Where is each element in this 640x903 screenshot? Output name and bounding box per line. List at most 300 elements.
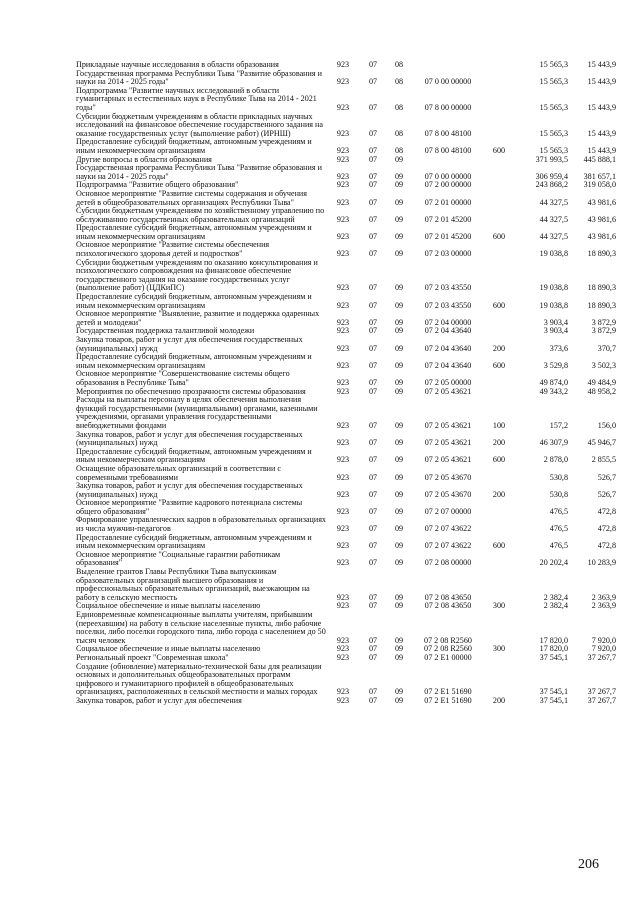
cell-grbs: 923 <box>336 644 350 654</box>
table-row <box>76 516 616 533</box>
cell-section: 07 <box>368 128 378 138</box>
cell-grbs: 923 <box>336 541 350 551</box>
cell-expense-type <box>486 310 512 327</box>
cell-grbs: 923 <box>336 489 350 499</box>
cell-amount-year1: 17 820,0 <box>539 644 568 654</box>
cell-amount-year2: 2 855,5 <box>591 455 616 465</box>
cell-amount-year2: 18 890,3 <box>587 249 616 259</box>
cell-expense-type <box>486 516 512 533</box>
cell-amount-year2: 15 443,9 <box>587 145 616 155</box>
cell-expense-type <box>486 388 512 397</box>
table-row <box>76 87 616 113</box>
cell-subsection: 08 <box>394 77 404 87</box>
cell-section: 07 <box>368 420 378 430</box>
cell-name: Основное мероприятие "Выявление, развитие и поддержка одаренных детей и молодежи" <box>76 309 320 327</box>
cell-amount-year2: 445 888,1 <box>583 154 616 164</box>
cell-amount-year2: 2 363,9 <box>591 592 616 602</box>
cell-target-article: 07 2 05 43621 <box>424 455 472 465</box>
cell-grbs: 923 <box>336 214 350 224</box>
cell-expense-type: 300 <box>492 601 506 611</box>
cell-name: Мероприятия по обеспечению прозрачности системы образования <box>76 386 306 396</box>
cell-grbs: 923 <box>336 635 350 645</box>
cell-amount-year2: 18 890,3 <box>587 300 616 310</box>
cell-subsection: 08 <box>394 145 404 155</box>
cell-name: Основное мероприятие "Совершенствование системы общего образования в Республике Тыва" <box>76 369 290 387</box>
cell-name: Закупка товаров, работ и услуг для обеспечения государственных (муниципальных) нужд <box>76 481 303 499</box>
cell-name: Государственная программа Республики Тыва "Развитие образования и науки на 2014 - 2025 годы" <box>76 163 322 181</box>
cell-amount-year2: 370,7 <box>597 343 616 353</box>
cell-amount-year1: 20 202,4 <box>539 558 568 568</box>
cell-section: 07 <box>368 489 378 499</box>
table-row <box>76 293 616 310</box>
cell-subsection: 09 <box>394 695 404 705</box>
table-row <box>76 336 616 353</box>
cell-section: 07 <box>368 197 378 207</box>
cell-amount-year1: 46 307,9 <box>539 438 568 448</box>
table-row <box>76 190 616 207</box>
cell-amount-year1: 19 038,8 <box>539 283 568 293</box>
cell-subsection: 09 <box>394 472 404 482</box>
cell-grbs: 923 <box>336 326 350 336</box>
cell-grbs: 923 <box>336 438 350 448</box>
table-row <box>76 259 616 293</box>
cell-subsection: 09 <box>394 635 404 645</box>
cell-expense-type <box>486 551 512 568</box>
cell-section: 07 <box>368 77 378 87</box>
cell-amount-year1: 15 565,3 <box>539 102 568 112</box>
cell-grbs: 923 <box>336 249 350 259</box>
cell-section: 07 <box>368 377 378 387</box>
cell-section: 07 <box>368 386 378 396</box>
cell-expense-type <box>486 611 512 645</box>
cell-grbs: 923 <box>336 601 350 611</box>
cell-amount-year2: 15 443,9 <box>587 102 616 112</box>
cell-name: Предоставление субсидий бюджетным, автономным учреждениям и иным некоммерческим организациям <box>76 446 312 465</box>
cell-section: 07 <box>368 231 378 241</box>
cell-grbs: 923 <box>336 171 350 181</box>
cell-target-article: 07 2 08 R2560 <box>424 635 472 645</box>
cell-section: 07 <box>368 326 378 336</box>
cell-expense-type: 600 <box>492 360 506 370</box>
cell-expense-type <box>486 113 512 139</box>
cell-amount-year1: 3 903,4 <box>543 326 568 336</box>
cell-expense-type: 300 <box>492 644 506 654</box>
cell-name: Субсидии бюджетным учреждениям по оказанию консультирования и психологического сопровождения на финансовое обеспечение государственного задания на оказание государственных услуг (выполнение работ) (ЦДКиПС) <box>76 257 318 293</box>
cell-name: Предоставление субсидий бюджетным, автономным учреждениям и иным некоммерческим организациям <box>76 137 312 155</box>
cell-target-article <box>410 61 486 70</box>
cell-expense-type <box>486 190 512 207</box>
cell-subsection: 09 <box>394 506 404 516</box>
table-row <box>76 431 616 448</box>
cell-section: 07 <box>368 687 378 697</box>
cell-name: Предоставление субсидий бюджетным, автономным учреждениям и иным некоммерческим организациям <box>76 532 312 551</box>
table-row <box>76 482 616 499</box>
cell-expense-type <box>486 87 512 113</box>
cell-amount-year2: 49 484,9 <box>587 377 616 387</box>
cell-amount-year2: 526,7 <box>597 472 616 482</box>
cell-section: 07 <box>368 644 378 654</box>
cell-subsection: 09 <box>394 214 404 224</box>
cell-amount-year2: 15 443,9 <box>587 60 616 69</box>
cell-expense-type <box>486 327 512 336</box>
cell-target-article: 07 2 01 45200 <box>424 231 472 241</box>
cell-section: 07 <box>368 635 378 645</box>
cell-expense-type <box>486 663 512 697</box>
cell-target-article <box>410 156 486 165</box>
cell-name: Основное мероприятие "Развитие кадрового потенциала системы общего образования" <box>76 498 303 516</box>
cell-name: Предоставление субсидий бюджетным, автономным учреждениям и иным некоммерческим организациям <box>76 223 312 241</box>
cell-amount-year2: 3 502,3 <box>591 360 616 370</box>
cell-subsection: 09 <box>394 438 404 448</box>
cell-target-article: 07 2 05 43621 <box>424 386 472 396</box>
cell-amount-year1: 37 545,1 <box>539 687 568 697</box>
cell-amount-year1: 49 343,2 <box>539 386 568 396</box>
cell-grbs: 923 <box>336 128 350 138</box>
cell-amount-year1: 243 868,2 <box>535 180 568 190</box>
cell-section: 07 <box>368 60 378 69</box>
cell-amount-year2: 526,7 <box>597 489 616 499</box>
cell-section: 07 <box>368 283 378 293</box>
table-row <box>76 310 616 327</box>
cell-name: Закупка товаров, работ и услуг для обеспечения государственных (муниципальных) нужд <box>76 335 303 353</box>
cell-amount-year1: 2 382,4 <box>543 601 568 611</box>
cell-amount-year2: 3 872,9 <box>591 326 616 336</box>
cell-grbs: 923 <box>336 360 350 370</box>
cell-name: Создание (обновление) материально-технической базы для реализации основных и дополнительных общеобразовательных программ цифрового и гуманитарного профилей в общеобразовательных организациях, расположенных в сельской местности и малых городах <box>76 661 322 697</box>
cell-grbs: 923 <box>336 197 350 207</box>
cell-name: Субсидии бюджетным учреждениям в области прикладных научных исследований на финансовое обеспечение государственного задания на оказание государственных услуг (выполнение работ) (ИРНШ) <box>76 111 323 138</box>
cell-name: Оснащение образовательных организаций в соответствии с современными требованиями <box>76 463 281 482</box>
cell-amount-year2: 18 890,3 <box>587 283 616 293</box>
cell-target-article: 07 2 05 43621 <box>424 438 472 448</box>
cell-grbs: 923 <box>336 283 350 293</box>
cell-amount-year1: 476,5 <box>549 524 568 534</box>
cell-name: Основное мероприятие "Социальные гарантии работникам образования" <box>76 549 281 568</box>
cell-target-article: 07 8 00 48100 <box>424 128 472 138</box>
cell-expense-type <box>486 241 512 258</box>
cell-target-article: 07 2 08 43650 <box>424 592 472 602</box>
cell-subsection: 09 <box>394 455 404 465</box>
cell-target-article: 07 2 01 45200 <box>424 214 472 224</box>
cell-subsection: 09 <box>394 652 404 662</box>
cell-name: Основное мероприятие "Развитие системы содержания и обучения детей в общеобразовательных организациях Республики Тыва" <box>76 188 307 207</box>
table-row <box>76 499 616 516</box>
cell-subsection: 09 <box>394 360 404 370</box>
cell-section: 07 <box>368 438 378 448</box>
cell-subsection: 09 <box>394 231 404 241</box>
cell-grbs: 923 <box>336 317 350 327</box>
cell-name: Предоставление субсидий бюджетным, автономным учреждениям и иным некоммерческим организациям <box>76 292 312 310</box>
cell-section: 07 <box>368 214 378 224</box>
cell-grbs: 923 <box>336 420 350 430</box>
cell-expense-type: 200 <box>492 438 506 448</box>
cell-subsection: 09 <box>394 601 404 611</box>
cell-subsection: 08 <box>394 60 404 69</box>
page-number: 206 <box>578 857 599 872</box>
cell-amount-year2: 37 267,7 <box>587 687 616 697</box>
cell-expense-type <box>486 499 512 516</box>
cell-grbs: 923 <box>336 343 350 353</box>
cell-amount-year2: 43 981,6 <box>587 197 616 207</box>
cell-subsection: 09 <box>394 489 404 499</box>
cell-name: Закупка товаров, работ и услуг для обеспечения государственных (муниципальных) нужд <box>76 429 303 448</box>
cell-grbs: 923 <box>336 558 350 568</box>
cell-amount-year1: 306 959,4 <box>535 171 568 181</box>
cell-section: 07 <box>368 317 378 327</box>
cell-section: 07 <box>368 145 378 155</box>
table-row <box>76 353 616 370</box>
table-row <box>76 611 616 645</box>
cell-amount-year1: 476,5 <box>549 541 568 551</box>
cell-amount-year2: 472,8 <box>597 506 616 516</box>
table-row <box>76 113 616 139</box>
cell-subsection: 09 <box>394 558 404 568</box>
cell-amount-year2: 43 981,6 <box>587 214 616 224</box>
cell-amount-year1: 15 565,3 <box>539 145 568 155</box>
cell-expense-type <box>486 207 512 224</box>
cell-grbs: 923 <box>336 687 350 697</box>
cell-section: 07 <box>368 601 378 611</box>
cell-grbs: 923 <box>336 60 350 69</box>
cell-subsection: 09 <box>394 524 404 534</box>
table-row <box>76 448 616 465</box>
table-row <box>76 534 616 551</box>
table-row <box>76 697 616 706</box>
cell-target-article: 07 8 00 00000 <box>424 102 472 112</box>
cell-amount-year1: 37 545,1 <box>539 695 568 705</box>
cell-section: 07 <box>368 343 378 353</box>
cell-expense-type: 600 <box>492 145 506 155</box>
cell-target-article: 07 2 04 00000 <box>424 317 472 327</box>
cell-target-article: 07 2 05 43670 <box>424 472 472 482</box>
cell-subsection: 08 <box>394 128 404 138</box>
table-row <box>76 207 616 224</box>
cell-name: Социальное обеспечение и иные выплаты населению <box>76 644 261 654</box>
cell-name: Прикладные научные исследования в области образования <box>76 60 279 69</box>
cell-name: Основное мероприятие "Развитие системы обеспечения психологического здоровья детей и подростков" <box>76 240 270 259</box>
cell-grbs: 923 <box>336 695 350 705</box>
cell-expense-type: 600 <box>492 455 506 465</box>
cell-section: 07 <box>368 652 378 662</box>
cell-amount-year2: 45 946,7 <box>587 438 616 448</box>
cell-section: 07 <box>368 102 378 112</box>
table-row <box>76 241 616 258</box>
cell-target-article: 07 2 04 43640 <box>424 326 472 336</box>
cell-amount-year1: 3 903,4 <box>543 317 568 327</box>
cell-amount-year2: 3 872,9 <box>591 317 616 327</box>
cell-name: Государственная поддержка талантливой молодежи <box>76 326 255 336</box>
cell-grbs: 923 <box>336 300 350 310</box>
cell-amount-year1: 530,8 <box>549 472 568 482</box>
cell-amount-year1: 2 878,0 <box>543 455 568 465</box>
cell-amount-year1: 17 820,0 <box>539 635 568 645</box>
cell-expense-type <box>486 61 512 70</box>
cell-subsection: 09 <box>394 420 404 430</box>
cell-expense-type <box>486 156 512 165</box>
cell-target-article: 07 2 07 43622 <box>424 524 472 534</box>
cell-expense-type <box>486 70 512 87</box>
cell-amount-year2: 15 443,9 <box>587 77 616 87</box>
cell-subsection: 09 <box>394 300 404 310</box>
cell-amount-year2: 7 920,0 <box>591 635 616 645</box>
cell-grbs: 923 <box>336 154 350 164</box>
cell-expense-type <box>486 164 512 181</box>
cell-subsection: 09 <box>394 592 404 602</box>
cell-target-article: 07 2 07 43622 <box>424 541 472 551</box>
cell-subsection: 09 <box>394 687 404 697</box>
cell-expense-type: 100 <box>492 420 506 430</box>
cell-subsection: 09 <box>394 541 404 551</box>
cell-amount-year1: 3 529,8 <box>543 360 568 370</box>
cell-name: Региональный проект "Современная школа" <box>76 652 229 662</box>
cell-amount-year2: 319 058,0 <box>583 180 616 190</box>
cell-subsection: 09 <box>394 249 404 259</box>
cell-name: Формирование управленческих кадров в образовательных организациях из числа мужчин-педагогов <box>76 515 326 534</box>
cell-target-article: 07 2 03 00000 <box>424 249 472 259</box>
cell-grbs: 923 <box>336 102 350 112</box>
cell-subsection: 09 <box>394 326 404 336</box>
cell-expense-type <box>486 181 512 190</box>
cell-amount-year1: 2 382,4 <box>543 592 568 602</box>
cell-amount-year1: 530,8 <box>549 489 568 499</box>
cell-subsection: 09 <box>394 283 404 293</box>
cell-amount-year1: 373,6 <box>549 343 568 353</box>
cell-subsection: 09 <box>394 154 404 164</box>
cell-amount-year1: 49 874,0 <box>539 377 568 387</box>
cell-amount-year2: 43 981,6 <box>587 231 616 241</box>
cell-subsection: 09 <box>394 377 404 387</box>
cell-subsection: 09 <box>394 644 404 654</box>
cell-target-article: 07 2 00 00000 <box>424 180 472 190</box>
cell-section: 07 <box>368 455 378 465</box>
cell-target-article: 07 2 04 43640 <box>424 360 472 370</box>
cell-name: Субсидии бюджетным учреждениям по хозяйственному управлению по обслуживанию государственных образовательных организаций <box>76 206 325 224</box>
table-row <box>76 568 616 602</box>
cell-target-article: 07 2 E1 51690 <box>424 695 472 705</box>
cell-expense-type: 600 <box>492 541 506 551</box>
cell-expense-type <box>486 370 512 387</box>
cell-expense-type: 200 <box>492 489 506 499</box>
budget-table <box>76 61 616 706</box>
cell-section: 07 <box>368 558 378 568</box>
cell-target-article: 07 2 03 43550 <box>424 283 472 293</box>
cell-amount-year1: 37 545,1 <box>539 652 568 662</box>
cell-amount-year2: 48 958,2 <box>587 386 616 396</box>
cell-name: Единовременные компенсационные выплаты учителям, прибывшим (переехавшим) на работу в сельские населенные пункты, либо рабочие поселки, либо поселки городского типа, либо города с населением до 50 тысяч человек <box>76 610 326 645</box>
cell-name: Расходы на выплаты персоналу в целях обеспечения выполнения функций государственными (муниципальными) органами, казенными учреждениями, органами управления государственными внебюджетными фондами <box>76 395 318 430</box>
table-row <box>76 370 616 387</box>
cell-amount-year1: 15 565,3 <box>539 60 568 69</box>
cell-name: Предоставление субсидий бюджетным, автономным учреждениям и иным некоммерческим организациям <box>76 352 312 370</box>
cell-amount-year2: 10 283,9 <box>587 558 616 568</box>
cell-amount-year2: 472,8 <box>597 541 616 551</box>
cell-name: Закупка товаров, работ и услуг для обеспечения <box>76 695 242 705</box>
cell-name: Подпрограмма "Развитие научных исследований в области гуманитарных и естественных наук в Республике Тыва на 2014 - 2021 годы" <box>76 85 317 112</box>
cell-grbs: 923 <box>336 77 350 87</box>
cell-grbs: 923 <box>336 231 350 241</box>
cell-name: Выделение грантов Главы Республики Тыва выпускникам образовательных организаций высшего образования и профессиональных образовательных организаций, выезжающим на работу в сельскую местность <box>76 567 310 602</box>
cell-target-article: 07 2 04 43640 <box>424 343 472 353</box>
cell-target-article: 07 2 08 R2560 <box>424 644 472 654</box>
cell-subsection: 09 <box>394 180 404 190</box>
table-row <box>76 138 616 155</box>
table-row <box>76 663 616 697</box>
table-row <box>76 551 616 568</box>
cell-expense-type <box>486 465 512 482</box>
cell-amount-year2: 37 267,7 <box>587 695 616 705</box>
cell-section: 07 <box>368 592 378 602</box>
cell-target-article: 07 2 05 43670 <box>424 489 472 499</box>
cell-amount-year2: 37 267,7 <box>587 652 616 662</box>
cell-target-article: 07 8 00 48100 <box>424 145 472 155</box>
cell-grbs: 923 <box>336 386 350 396</box>
cell-subsection: 09 <box>394 343 404 353</box>
cell-grbs: 923 <box>336 506 350 516</box>
cell-amount-year1: 15 565,3 <box>539 77 568 87</box>
cell-grbs: 923 <box>336 377 350 387</box>
cell-target-article: 07 2 E1 51690 <box>424 687 472 697</box>
cell-section: 07 <box>368 171 378 181</box>
table-row <box>76 465 616 482</box>
cell-target-article: 07 2 05 00000 <box>424 377 472 387</box>
cell-section: 07 <box>368 180 378 190</box>
table-row <box>76 70 616 87</box>
cell-section: 07 <box>368 249 378 259</box>
cell-subsection: 09 <box>394 197 404 207</box>
cell-name: Другие вопросы в области образования <box>76 154 212 164</box>
cell-subsection: 08 <box>394 102 404 112</box>
cell-amount-year1: 19 038,8 <box>539 249 568 259</box>
cell-expense-type: 200 <box>492 695 506 705</box>
cell-target-article: 07 2 05 43621 <box>424 420 472 430</box>
cell-section: 07 <box>368 524 378 534</box>
cell-amount-year2: 2 363,9 <box>591 601 616 611</box>
cell-name: Подпрограмма "Развитие общего образования" <box>76 180 239 190</box>
cell-subsection: 09 <box>394 317 404 327</box>
budget-table-body <box>76 61 616 706</box>
cell-subsection: 09 <box>394 171 404 181</box>
cell-section: 07 <box>368 472 378 482</box>
cell-grbs: 923 <box>336 455 350 465</box>
cell-grbs: 923 <box>336 592 350 602</box>
table-row <box>76 224 616 241</box>
cell-expense-type: 200 <box>492 343 506 353</box>
cell-grbs: 923 <box>336 472 350 482</box>
cell-expense-type <box>486 568 512 602</box>
cell-target-article: 07 0 00 00000 <box>424 77 472 87</box>
cell-section: 07 <box>368 541 378 551</box>
cell-amount-year2: 156,0 <box>597 420 616 430</box>
cell-amount-year1: 371 993,5 <box>535 154 568 164</box>
cell-subsection: 09 <box>394 386 404 396</box>
cell-grbs: 923 <box>336 180 350 190</box>
cell-amount-year1: 44 327,5 <box>539 231 568 241</box>
cell-section: 07 <box>368 506 378 516</box>
cell-target-article: 07 2 08 43650 <box>424 601 472 611</box>
cell-grbs: 923 <box>336 652 350 662</box>
cell-target-article: 07 0 00 00000 <box>424 171 472 181</box>
cell-section: 07 <box>368 300 378 310</box>
cell-amount-year2: 472,8 <box>597 524 616 534</box>
table-row <box>76 164 616 181</box>
cell-grbs: 923 <box>336 145 350 155</box>
cell-section: 07 <box>368 695 378 705</box>
table-row <box>76 396 616 430</box>
cell-section: 07 <box>368 154 378 164</box>
cell-expense-type: 600 <box>492 231 506 241</box>
cell-section: 07 <box>368 360 378 370</box>
cell-name: Государственная программа Республики Тыва "Развитие образования и науки на 2014 - 2025 годы" <box>76 68 322 87</box>
